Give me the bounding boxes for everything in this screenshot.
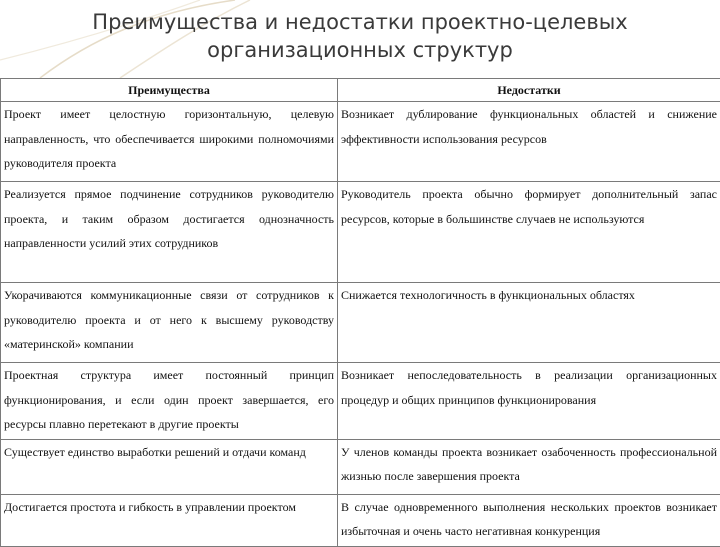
disadvantage-cell: Руководитель проекта обычно формирует дополнительный запас ресурсов, которые в большинстве случаев не используются	[338, 182, 720, 283]
table-row	[1, 363, 720, 440]
advantage-cell: Укорачиваются коммуникационные связи от сотрудников к руководителю проекта и от него к высшему руководству «материнской» компании	[1, 283, 338, 363]
advantage-cell: Реализуется прямое подчинение сотрудников руководителю проекта, и таким образом достигается однозначность направленности усилий этих сотрудников	[1, 182, 338, 283]
advantage-cell: Существует единство выработки решений и отдачи команд	[1, 439, 338, 494]
slide-title-line-1: Преимущества и недостатки проектно-целевых	[60, 8, 660, 36]
comparison-table	[0, 78, 720, 547]
table-row	[1, 102, 720, 182]
table-header-row	[1, 79, 720, 102]
advantage-cell: Достигается простота и гибкость в управлении проектом	[1, 494, 338, 546]
header-disadvantages: Недостатки	[338, 79, 720, 102]
advantage-cell: Проектная структура имеет постоянный принцип функционирования, и если один проект завершается, его ресурсы плавно перетекают в другие проекты	[1, 363, 338, 440]
table-row	[1, 439, 720, 494]
table-row	[1, 182, 720, 283]
disadvantage-cell: У членов команды проекта возникает озабоченность профессиональной жизнью после завершения проекта	[338, 439, 720, 494]
disadvantage-cell: Снижается технологичность в функциональных областях	[338, 283, 720, 363]
disadvantage-cell: Возникает дублирование функциональных областей и снижение эффективности использования ресурсов	[338, 102, 720, 182]
slide-title-line-2: организационных структур	[60, 36, 660, 64]
header-advantages: Преимущества	[1, 79, 338, 102]
advantage-cell: Проект имеет целостную горизонтальную, целевую направленность, что обеспечивается широкими полномочиями руководителя проекта	[1, 102, 338, 182]
disadvantage-cell: В случае одновременного выполнения нескольких проектов возникает избыточная и очень часто негативная конкуренция	[338, 494, 720, 546]
table-row	[1, 494, 720, 546]
disadvantage-cell: Возникает непоследовательность в реализации организационных процедур и общих принципов функционирования	[338, 363, 720, 440]
table-row	[1, 283, 720, 363]
slide-title	[60, 8, 660, 64]
